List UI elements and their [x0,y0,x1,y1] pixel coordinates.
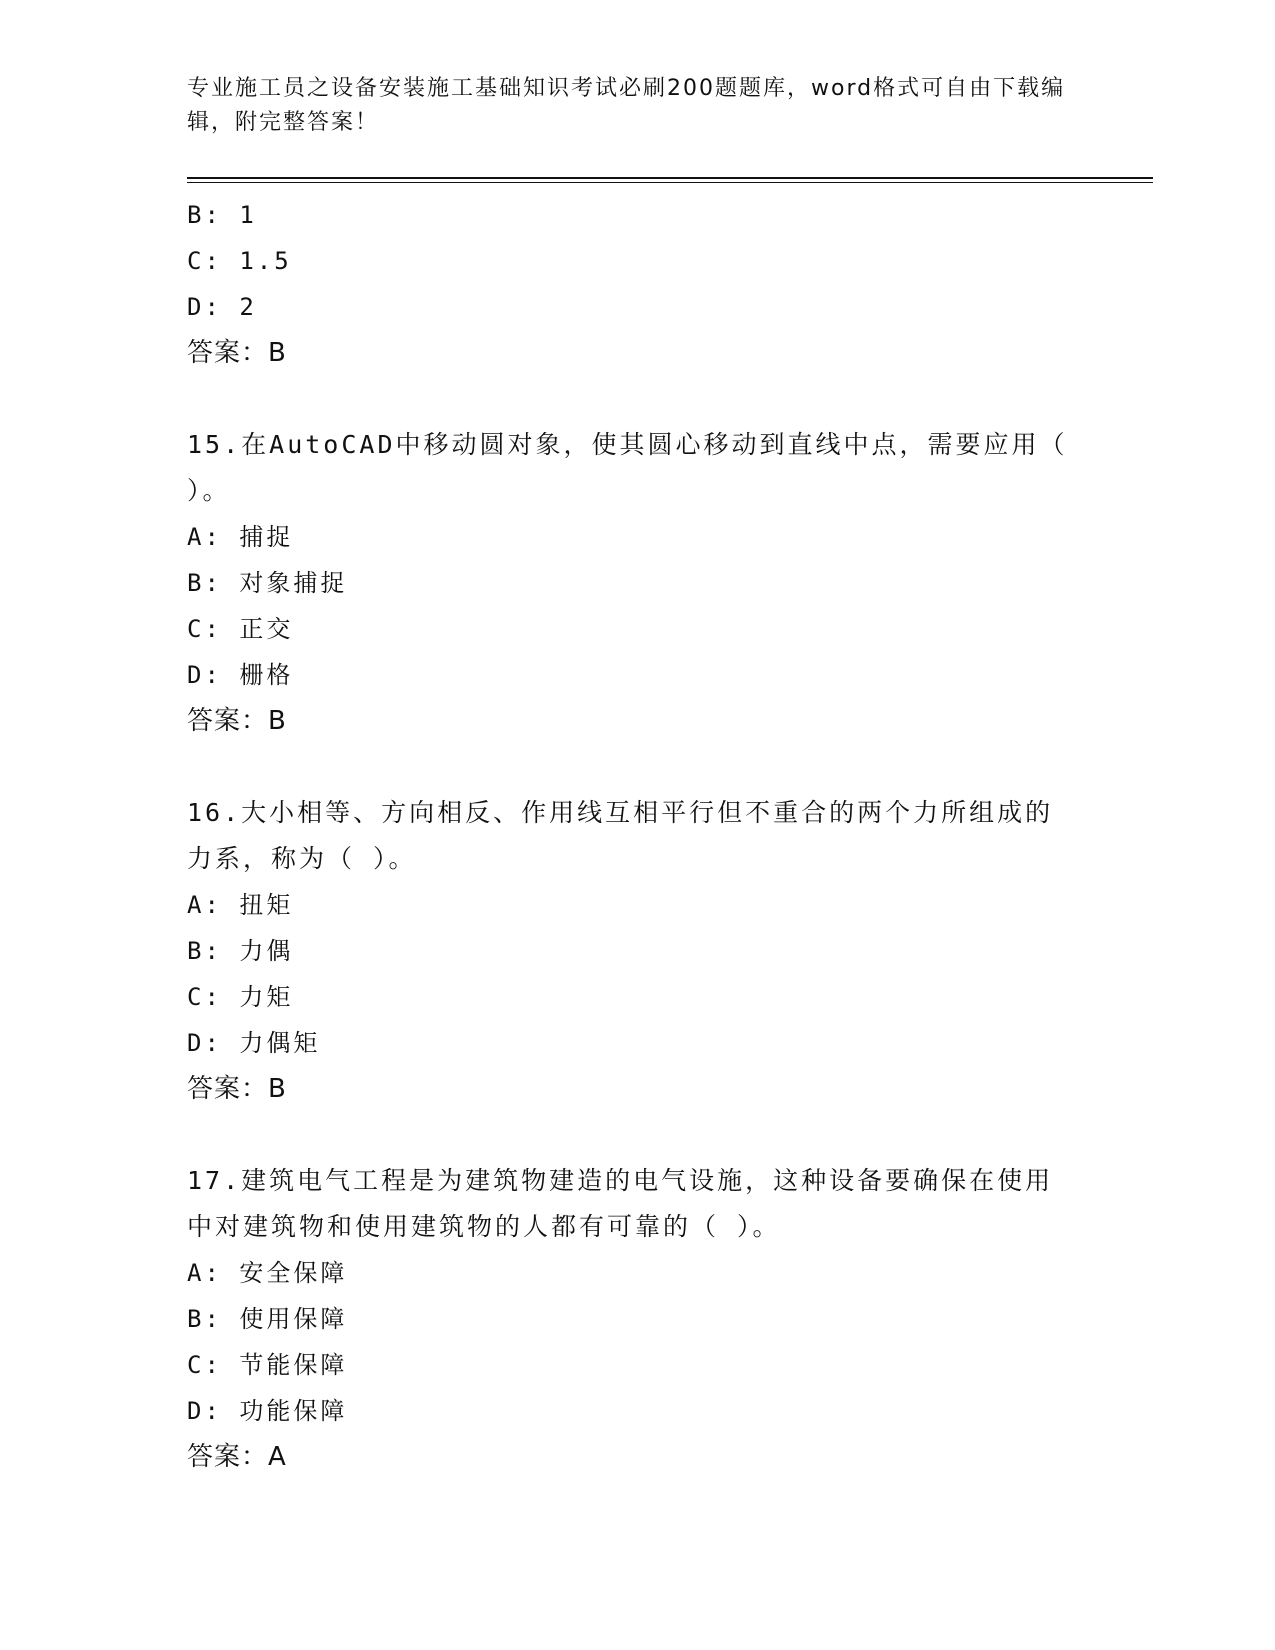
answer-line: 答案：B [187,338,287,368]
answer-line: 答案：B [187,1074,287,1104]
question-15 [187,422,1087,744]
answer-line: 答案：A [187,1442,287,1472]
option-c: C: 正交 [187,615,294,643]
option-a: A: 安全保障 [187,1259,348,1287]
partial-question-14 [187,192,1087,376]
question-list [187,192,1087,1480]
answer-line: 答案：B [187,706,287,736]
option-b: B: 对象捕捉 [187,569,348,597]
option-b: B: 力偶 [187,937,294,965]
question-17 [187,1158,1087,1480]
question-text: 15.在AutoCAD中移动圆对象，使其圆心移动到直线中点，需要应用（ ）。 [187,430,1068,505]
option-a: A: 捕捉 [187,523,294,551]
question-16 [187,790,1087,1112]
document-title: 专业施工员之设备安装施工基础知识考试必刷200题题库，word格式可自由下载编辑，附完整答案！ [187,76,1066,135]
option-d: D: 栅格 [187,661,294,689]
option-b: B: 使用保障 [187,1305,348,1333]
option-c: C: 节能保障 [187,1351,348,1379]
option-c: C: 1.5 [187,247,292,275]
header-divider-thick [187,177,1153,179]
header-divider-thin [187,182,1153,183]
option-d: D: 力偶矩 [187,1029,321,1057]
question-text: 17.建筑电气工程是为建筑物建造的电气设施，这种设备要确保在使用中对建筑物和使用建筑物的人都有可靠的（ ）。 [187,1166,1054,1241]
option-b: B: 1 [187,201,257,229]
option-c: C: 力矩 [187,983,294,1011]
question-text: 16.大小相等、方向相反、作用线互相平行但不重合的两个力所组成的力系，称为（ ）。 [187,798,1054,873]
option-d: D: 功能保障 [187,1397,348,1425]
document-header [187,72,1087,140]
option-d: D: 2 [187,293,257,321]
option-a: A: 扭矩 [187,891,294,919]
